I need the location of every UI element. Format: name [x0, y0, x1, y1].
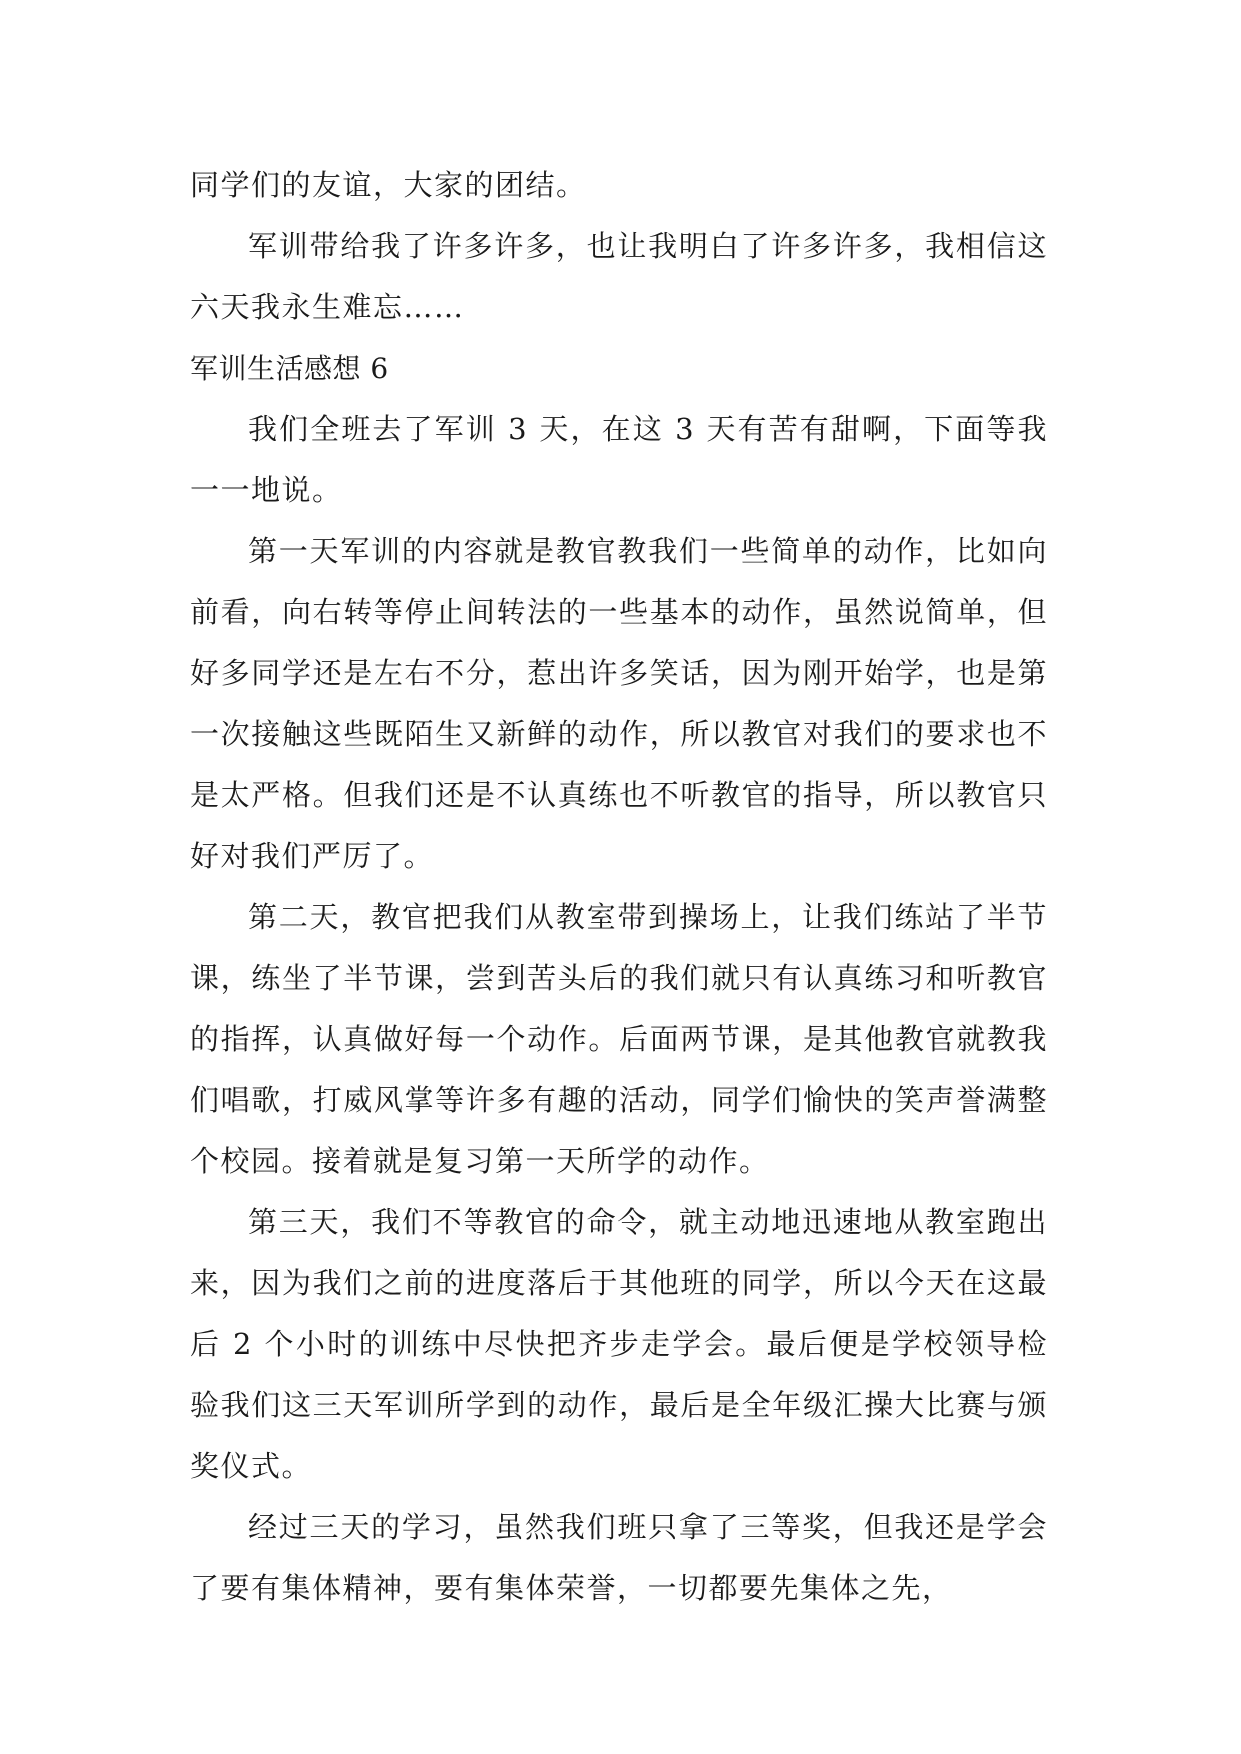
continuation-text: 同学们的友谊，大家的团结。: [190, 168, 587, 202]
paragraph: 我们全班去了军训 3 天，在这 3 天有苦有甜啊，下面等我一一地说。: [190, 412, 1048, 507]
section-heading: 军训生活感想 6: [190, 352, 389, 385]
paragraph: 第一天军训的内容就是教官教我们一些简单的动作，比如向前看，向右转等停止间转法的一些基本的动作，虽然说简单，但好多同学还是左右不分，惹出许多笑话，因为刚开始学，也是第一次接触这些既陌生又新鲜的动作，所以教官对我们的要求也不是太严格。但我们还是不认真练也不听教官的指导，所以教官只好对我们严厉了。: [190, 534, 1048, 873]
paragraph: 经过三天的学习，虽然我们班只拿了三等奖，但我还是学会了要有集体精神，要有集体荣誉，一切都要先集体之先，: [190, 1510, 1048, 1605]
paragraph: 第三天，我们不等教官的命令，就主动地迅速地从教室跑出来，因为我们之前的进度落后于其他班的同学，所以今天在这最后 2 个小时的训练中尽快把齐步走学会。最后便是学校领导检验我们这三天军训所学到的动作，最后是全年级汇操大比赛与颁奖仪式。: [190, 1205, 1048, 1483]
paragraph: 军训带给我了许多许多，也让我明白了许多许多，我相信这六天我永生难忘……: [190, 229, 1048, 324]
paragraph: 第二天，教官把我们从教室带到操场上，让我们练站了半节课，练坐了半节课，尝到苦头后的我们就只有认真练习和听教官的指挥，认真做好每一个动作。后面两节课，是其他教官就教我们唱歌，打威风掌等许多有趣的活动，同学们愉快的笑声誉满整个校园。接着就是复习第一天所学的动作。: [190, 900, 1048, 1178]
document-page: [190, 155, 1048, 1619]
